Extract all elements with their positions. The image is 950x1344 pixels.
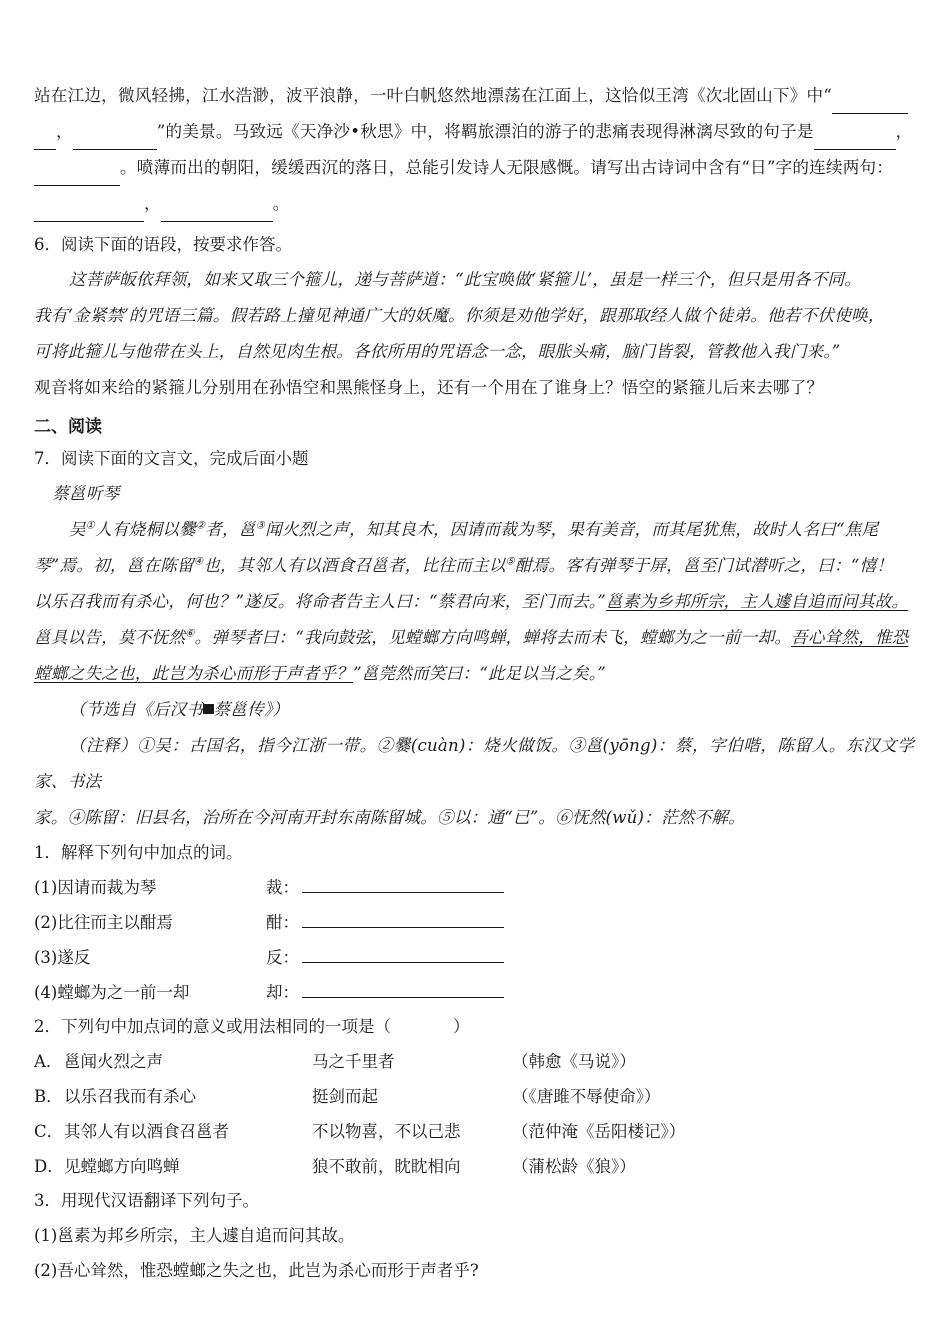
passage-line-4 bbox=[34, 620, 914, 656]
footnotes-block bbox=[34, 728, 914, 836]
q2-option-b-source: （《唐雎不辱使命》） bbox=[512, 1087, 661, 1106]
q5-line-4 bbox=[34, 186, 914, 222]
q1-item-text-2: (2)比往而主以酣焉 bbox=[34, 913, 173, 932]
q5-segment-3: ”的美景。马致远《天净沙•秋思》中，将羁旅漂泊的游子的悲痛表现得淋漓尽致的句子是 bbox=[156, 122, 814, 141]
subquestion-1-block bbox=[34, 836, 914, 1010]
q5-segment-1: 站在江边，微风轻拂，江水浩渺，波平浪静，一叶白帆悠然地漂荡在江面上，这恰似王湾《次北固山下》中“ bbox=[34, 86, 832, 105]
q6-heading bbox=[34, 228, 914, 262]
passage-seg-1c: 者，邕 bbox=[205, 520, 256, 539]
q3-item-1: (1)邕素为邦乡所宗，主人遽自追而问其故。 bbox=[34, 1226, 355, 1245]
passage-seg-4b: 。弹琴者曰：“我向鼓弦，见螳螂方向鸣蝉，蝉将去而未飞，螳螂为之一前一却。 bbox=[194, 628, 792, 647]
q1-item-key-2: 酣： bbox=[266, 913, 299, 932]
footnotes-line-1 bbox=[34, 728, 914, 800]
q2-option-d-text-2: 狼不敢前，眈眈相向 bbox=[312, 1157, 461, 1176]
q5-line-3 bbox=[34, 150, 914, 186]
q7-heading bbox=[34, 442, 914, 476]
footnote-marker-1: ① bbox=[85, 519, 96, 532]
q6-question: 观音将如来给的紧箍儿分别用在孙悟空和黑熊怪身上，还有一个用在了谁身上？悟空的紧箍儿后来去哪了？ bbox=[34, 378, 824, 397]
q7-stem: 阅读下面的文言文，完成后面小题 bbox=[61, 449, 309, 468]
q2-option-c-text-1: 其邻人有以酒食召邕者 bbox=[64, 1122, 229, 1141]
passage-line-1 bbox=[34, 512, 914, 548]
footnote-marker-6: ⑥ bbox=[185, 627, 195, 640]
passage-seg-4a: 邕具以告，莫不怃然 bbox=[34, 628, 186, 647]
question-5-block bbox=[34, 78, 914, 222]
q1-row-1 bbox=[34, 870, 914, 905]
passage-underlined-sentence-2b: 螳螂之失之也，此岂为杀心而形于声者乎？ bbox=[34, 664, 354, 683]
section-2-block bbox=[34, 406, 914, 728]
footnotes-text-1: ①吴：古国名，指今江浙一带。②爨(cuàn)：烧火做饭。③邕(yōng)：蔡，字伯喈，陈留人。东汉文学家、书法 bbox=[34, 736, 914, 791]
footnote-marker-5: ⑤ bbox=[505, 555, 515, 568]
q2-option-d-source: （蒲松龄《狼》） bbox=[512, 1157, 636, 1176]
q5-blank-2[interactable] bbox=[73, 133, 157, 150]
q1-answer-blank-4[interactable] bbox=[302, 982, 504, 998]
q2-option-a-source: （韩愈《马说》） bbox=[512, 1052, 636, 1071]
passage-seg-1b: 人有烧桐以爨 bbox=[95, 520, 196, 539]
q2-option-b[interactable] bbox=[34, 1079, 914, 1114]
q2-option-d[interactable] bbox=[34, 1149, 914, 1184]
q2-option-d-text-1: 见螳螂方向鸣蝉 bbox=[64, 1157, 180, 1176]
passage-seg-2b: 也，其邻人有以酒食召邕者，比往而主以 bbox=[203, 556, 506, 575]
q3-number: 3． bbox=[34, 1191, 61, 1210]
q6-stem: 阅读下面的语段，按要求作答。 bbox=[61, 235, 292, 254]
q2-option-b-text-2: 挺剑而起 bbox=[312, 1087, 378, 1106]
q5-blank-1[interactable] bbox=[832, 97, 908, 114]
q2-option-a-text-1: 邕闻火烈之声 bbox=[64, 1052, 163, 1071]
q2-option-c-text-2: 不以物喜，不以己悲 bbox=[312, 1122, 461, 1141]
q2-number: 2． bbox=[34, 1017, 61, 1036]
passage-line-5 bbox=[34, 656, 914, 692]
q1-item-key-3: 反： bbox=[266, 948, 299, 967]
section-2-heading: 二、阅读 bbox=[34, 417, 102, 437]
q5-segment-2: ， bbox=[56, 122, 73, 141]
redacted-square-icon bbox=[203, 704, 213, 714]
q2-stem-close: ） bbox=[453, 1017, 470, 1036]
q7-number: 7． bbox=[34, 449, 61, 468]
q5-line-1 bbox=[34, 78, 914, 114]
q1-item-key-1: 裁： bbox=[266, 878, 299, 897]
q2-option-d-label: D． bbox=[34, 1157, 64, 1176]
q6-passage-line-3: 可将此箍儿与他带在头上，自然见肉生根。各依所用的咒语念一念，眼胀头痛，脑门皆裂，管教他入我门来。” bbox=[34, 342, 841, 361]
q2-option-a[interactable] bbox=[34, 1044, 914, 1079]
q6-passage-line-2: 我有‘金紧禁’的咒语三篇。假若路上撞见神通广大的妖魔。你须是劝他学好，跟那取经人做个徒弟。他若不伏使唤， bbox=[34, 306, 885, 325]
passage-source bbox=[34, 692, 914, 728]
footnote-marker-4: ④ bbox=[193, 555, 204, 568]
q2-option-a-label: A． bbox=[34, 1052, 63, 1071]
subquestion-3-block bbox=[34, 1184, 914, 1288]
footnote-marker-2: ② bbox=[195, 519, 206, 532]
passage-underlined-sentence-1: 邕素为乡邦所宗，主人遽自追而问其故。 bbox=[605, 592, 909, 611]
q1-heading bbox=[34, 836, 914, 870]
q2-heading bbox=[34, 1010, 914, 1044]
passage-seg-2c: 酣焉。客有弹琴于屏，邕至门试潜听之，曰：“憘！ bbox=[514, 556, 894, 575]
q3-stem: 用现代汉语翻译下列句子。 bbox=[61, 1191, 259, 1210]
q5-segment-7: 。 bbox=[272, 194, 290, 213]
passage-seg-1a: 吴 bbox=[68, 520, 86, 539]
q5-blank-4[interactable] bbox=[34, 169, 120, 186]
q5-blank-3[interactable] bbox=[814, 133, 896, 150]
q1-answer-blank-3[interactable] bbox=[302, 947, 504, 963]
passage-seg-2a: 琴”焉。初，邕在陈留 bbox=[34, 556, 194, 575]
q1-item-text-4: (4)螳螂为之一前一却 bbox=[34, 983, 190, 1002]
passage-underlined-sentence-2a: 吾心耸然，惟恐 bbox=[791, 628, 909, 647]
q1-number: 1． bbox=[34, 843, 61, 862]
passage-title: 蔡邕听琴 bbox=[52, 484, 120, 503]
q6-passage-line-1: 这菩萨皈依拜领，如来又取三个箍儿，递与菩萨道：“此宝唤做‘紧箍儿’，虽是一样三个，但只是用各不同。 bbox=[68, 270, 862, 289]
passage-source-start: （节选自《后汉书 bbox=[68, 700, 204, 719]
q5-blank-6[interactable] bbox=[161, 205, 273, 222]
q2-option-c-source: （范仲淹《岳阳楼记》） bbox=[512, 1122, 686, 1141]
question-6-block bbox=[34, 222, 914, 406]
passage-source-end: 蔡邕传》） bbox=[213, 700, 290, 719]
q1-row-2 bbox=[34, 905, 914, 940]
q1-item-text-3: (3)遂反 bbox=[34, 948, 91, 967]
subquestion-2-block bbox=[34, 1010, 914, 1184]
passage-line-2 bbox=[34, 548, 914, 584]
q2-option-c[interactable] bbox=[34, 1114, 914, 1149]
q5-segment-5: 。喷薄而出的朝阳，缓缓西沉的落日，总能引发诗人无限感慨。请写出古诗词中含有“日”字的连续两句： bbox=[120, 158, 894, 177]
passage-seg-5a: ”邕莞然而笑曰：“此足以当之矣。” bbox=[353, 664, 606, 683]
q5-segment-6: ， bbox=[144, 194, 161, 213]
q5-segment-4: ， bbox=[895, 122, 913, 141]
q1-row-3 bbox=[34, 940, 914, 975]
q2-option-a-text-2: 马之千里者 bbox=[312, 1052, 395, 1071]
q3-item-2: (2)吾心耸然，惟恐螳螂之失之也，此岂为杀心而形于声者乎? bbox=[34, 1261, 479, 1280]
footnotes-label: （注释） bbox=[68, 736, 138, 755]
footnote-marker-3: ③ bbox=[255, 519, 266, 532]
q1-answer-blank-1[interactable] bbox=[302, 877, 504, 893]
footnotes-line-2: 家。④陈留：旧县名，治所在今河南开封东南陈留城。⑤以：通“已”。⑥怃然(wǔ)：茫然不解。 bbox=[34, 808, 745, 827]
q5-blank-1-cont[interactable] bbox=[34, 133, 56, 150]
q1-row-4 bbox=[34, 975, 914, 1010]
q1-item-text-1: (1)因请而裁为琴 bbox=[34, 878, 157, 897]
q2-option-b-label: B． bbox=[34, 1087, 63, 1106]
q1-stem: 解释下列句中加点的词。 bbox=[61, 843, 243, 862]
q1-item-key-4: 却： bbox=[266, 983, 299, 1002]
q3-heading bbox=[34, 1184, 914, 1218]
passage-line-3 bbox=[34, 584, 914, 620]
q5-line-2 bbox=[34, 114, 914, 150]
q2-stem: 下列句中加点词的意义或用法相同的一项是（ bbox=[61, 1017, 391, 1036]
q2-option-c-label: C． bbox=[34, 1122, 64, 1141]
q2-option-b-text-1: 以乐召我而有杀心 bbox=[64, 1087, 196, 1106]
q1-answer-blank-2[interactable] bbox=[302, 912, 504, 928]
passage-seg-3a: 以乐召我而有杀心，何也？”遂反。将命者告主人曰：“蔡君向来，至门而去。” bbox=[34, 592, 606, 611]
q6-number: 6． bbox=[34, 235, 61, 254]
passage-seg-1d: 闻火烈之声，知其良木，因请而裁为琴，果有美音，而其尾犹焦，故时人名曰“焦尾 bbox=[265, 520, 879, 539]
q5-blank-5[interactable] bbox=[34, 205, 144, 222]
